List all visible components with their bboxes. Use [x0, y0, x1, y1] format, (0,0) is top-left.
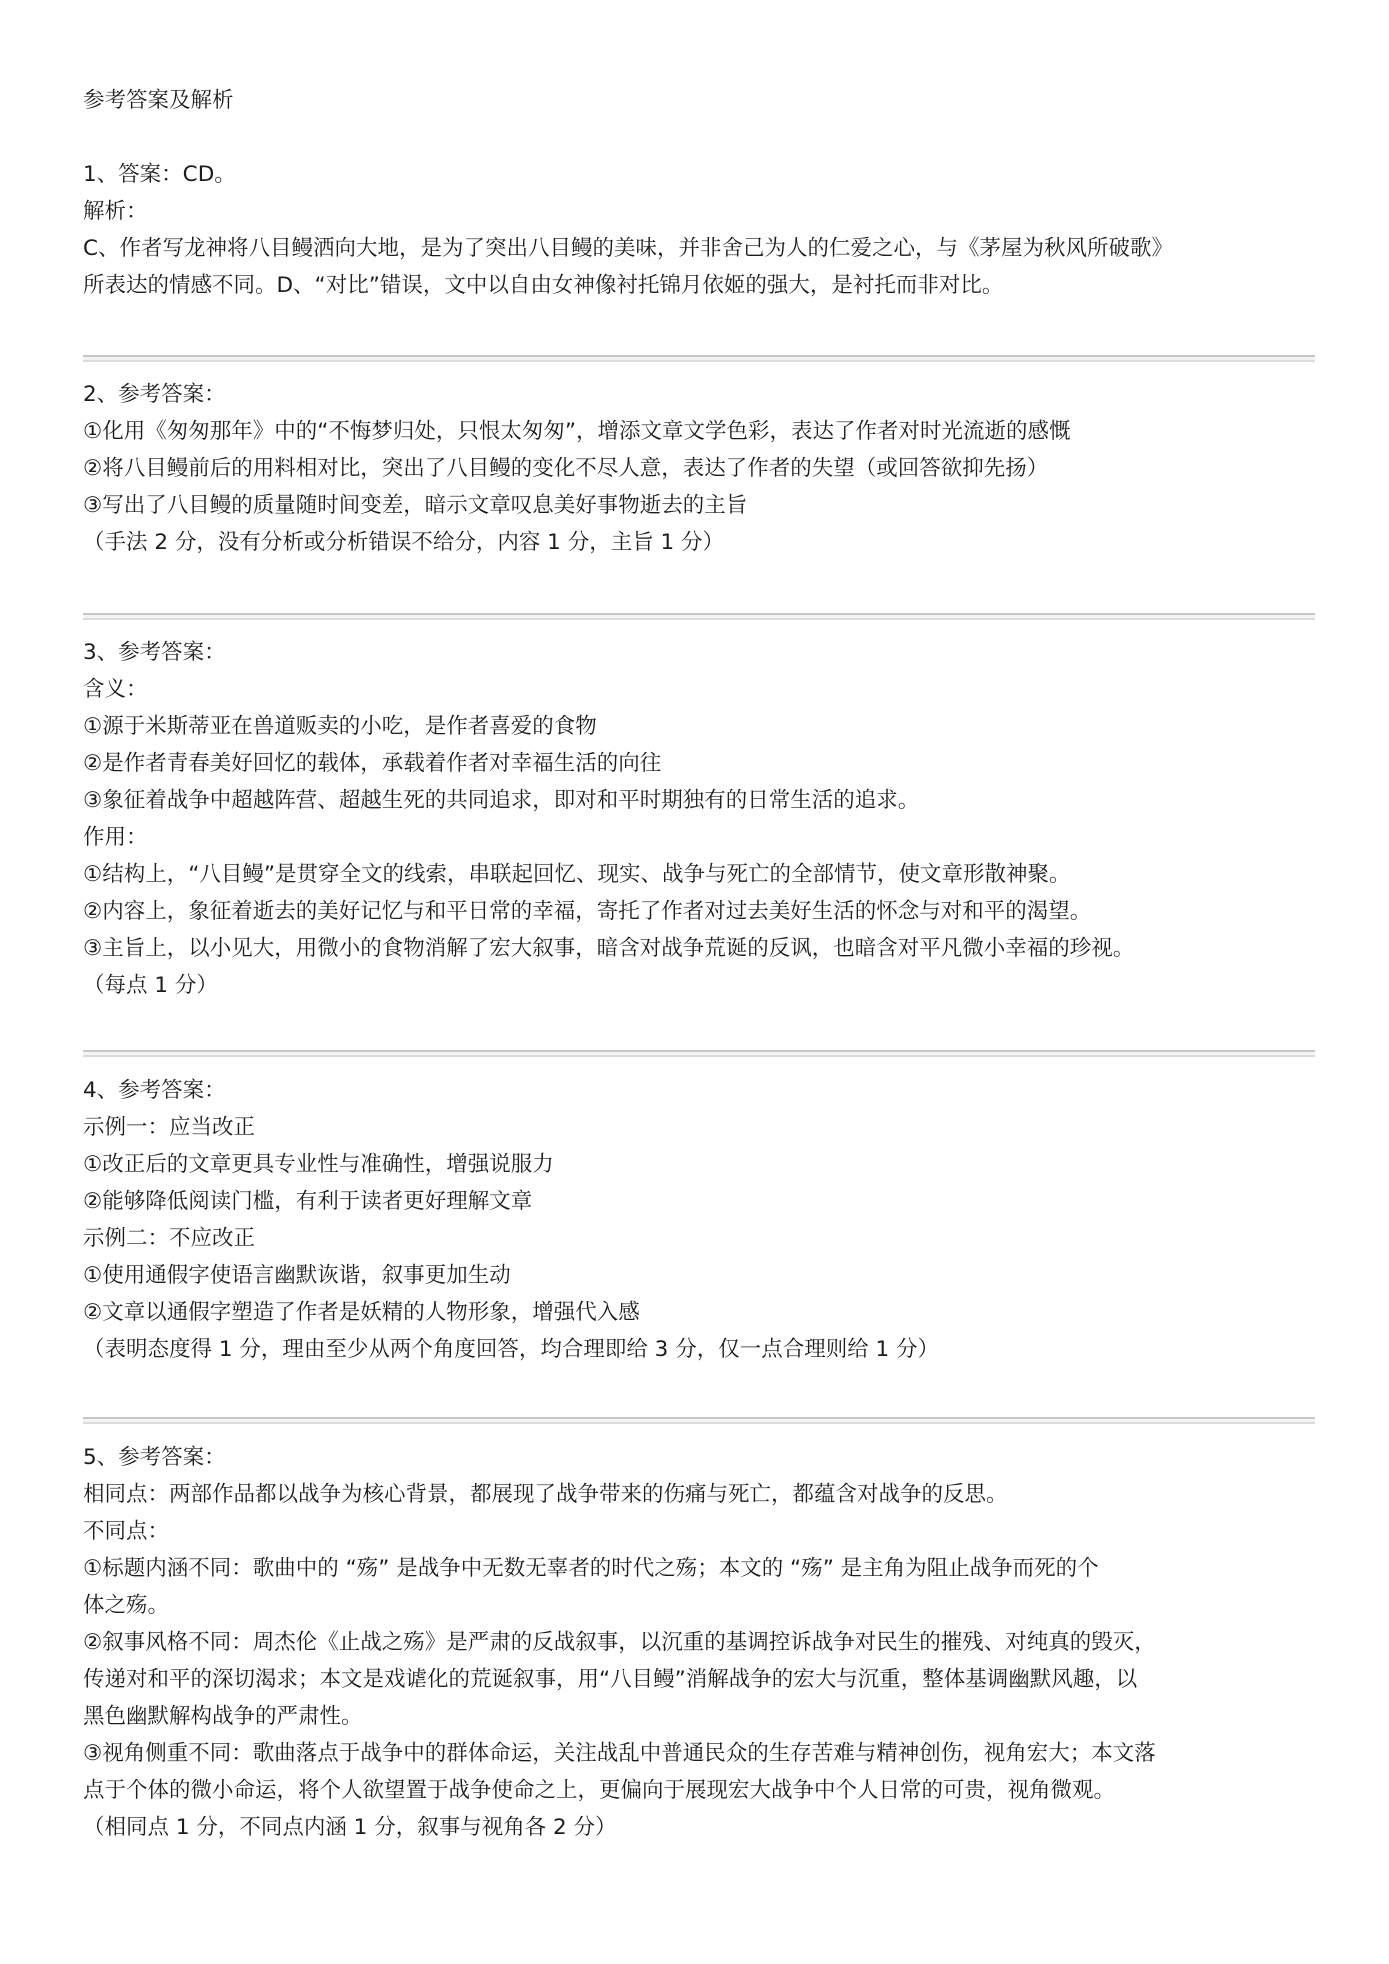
q4-line: 示例一：应当改正: [83, 1115, 256, 1140]
q4-line: 示例二：不应改正: [83, 1226, 256, 1251]
q1-answer: 1、答案：CD。: [83, 162, 236, 187]
q5-line: 传递对和平的深切渴求；本文是戏谑化的荒诞叙事，用“八目鳗”消解战争的宏大与沉重，整体基调幽默风趣，以: [83, 1667, 1138, 1692]
q3-score-note: （每点 1 分）: [83, 973, 218, 998]
q4-score-note: （表明态度得 1 分，理由至少从两个角度回答，均合理即给 3 分，仅一点合理则给 1 分）: [83, 1337, 940, 1362]
q3-meaning-line: ①源于米斯蒂亚在兽道贩卖的小吃，是作者喜爱的食物: [83, 714, 597, 739]
answer-section-5: [83, 1439, 1315, 1846]
q4-line: ②能够降低阅读门槛，有利于读者更好理解文章: [83, 1189, 533, 1214]
q5-score-note: （相同点 1 分，不同点内涵 1 分，叙事与视角各 2 分）: [83, 1815, 617, 1840]
section-divider: [83, 613, 1315, 620]
q3-meaning-label: 含义：: [83, 677, 148, 702]
q1-analysis-label: 解析：: [83, 199, 148, 224]
q4-line: ①使用通假字使语言幽默诙谐，叙事更加生动: [83, 1263, 511, 1288]
answer-section-3: [83, 634, 1315, 1004]
section-divider: [83, 355, 1315, 362]
answer-section-1: [83, 156, 1315, 304]
q5-line: 不同点：: [83, 1519, 170, 1544]
q5-answer: 5、参考答案：: [83, 1445, 226, 1470]
q3-effect-line: ②内容上，象征着逝去的美好记忆与和平日常的幸福，寄托了作者对过去美好生活的怀念与对和平的渴望。: [83, 899, 1092, 924]
q5-line: ①标题内涵不同：歌曲中的 “殇” 是战争中无数无辜者的时代之殇；本文的 “殇” 是主角为阻止战争而死的个: [83, 1556, 1099, 1581]
q4-line: ②文章以通假字塑造了作者是妖精的人物形象，增强代入感: [83, 1300, 640, 1325]
document-title: 参考答案及解析: [83, 88, 234, 113]
q3-answer: 3、参考答案：: [83, 640, 226, 665]
answer-section-2: [83, 376, 1315, 561]
q2-score-note: （手法 2 分，没有分析或分析错误不给分，内容 1 分，主旨 1 分）: [83, 530, 725, 555]
section-divider: [83, 1417, 1315, 1424]
q2-line: ①化用《匆匆那年》中的“不悔梦归处，只恨太匆匆”，增添文章文学色彩，表达了作者对时光流逝的感慨: [83, 419, 1071, 444]
q1-analysis-line: C、作者写龙神将八目鳗洒向大地，是为了突出八目鳗的美味，并非舍己为人的仁爱之心，与《茅屋为秋风所破歌》: [83, 236, 1174, 261]
q4-answer: 4、参考答案：: [83, 1078, 226, 1103]
q2-line: ③写出了八目鳗的质量随时间变差，暗示文章叹息美好事物逝去的主旨: [83, 493, 748, 518]
q5-line: 相同点：两部作品都以战争为核心背景，都展现了战争带来的伤痛与死亡，都蕴含对战争的反思。: [83, 1482, 1008, 1507]
q5-line: 黑色幽默解构战争的严肃性。: [83, 1704, 363, 1729]
q3-effect-line: ①结构上，“八目鳗”是贯穿全文的线索，串联起回忆、现实、战争与死亡的全部情节，使文章形散神聚。: [83, 862, 1071, 887]
q3-meaning-line: ③象征着战争中超越阵营、超越生死的共同追求，即对和平时期独有的日常生活的追求。: [83, 788, 920, 813]
q3-effect-label: 作用：: [83, 825, 148, 850]
q5-line: 点于个体的微小命运，将个人欲望置于战争使命之上，更偏向于展现宏大战争中个人日常的可贵，视角微观。: [83, 1778, 1116, 1803]
q4-line: ①改正后的文章更具专业性与准确性，增强说服力: [83, 1152, 554, 1177]
q5-line: ②叙事风格不同：周杰伦《止战之殇》是严肃的反战叙事，以沉重的基调控诉战争对民生的摧残、对纯真的毁灭，: [83, 1630, 1156, 1655]
q5-line: ③视角侧重不同：歌曲落点于战争中的群体命运，关注战乱中普通民众的生存苦难与精神创伤，视角宏大；本文落: [83, 1741, 1156, 1766]
section-divider: [83, 1050, 1315, 1057]
q5-line: 体之殇。: [83, 1593, 170, 1618]
q2-answer: 2、参考答案：: [83, 382, 226, 407]
answer-section-4: [83, 1072, 1315, 1368]
q3-effect-line: ③主旨上，以小见大，用微小的食物消解了宏大叙事，暗含对战争荒诞的反讽，也暗含对平凡微小幸福的珍视。: [83, 936, 1135, 961]
q2-line: ②将八目鳗前后的用料相对比，突出了八目鳗的变化不尽人意，表达了作者的失望（或回答欲抑先扬）: [83, 456, 1049, 481]
q3-meaning-line: ②是作者青春美好回忆的载体，承载着作者对幸福生活的向往: [83, 751, 662, 776]
q1-analysis-line: 所表达的情感不同。D、“对比”错误，文中以自由女神像衬托锦月依姬的强大，是衬托而非对比。: [83, 273, 1004, 298]
